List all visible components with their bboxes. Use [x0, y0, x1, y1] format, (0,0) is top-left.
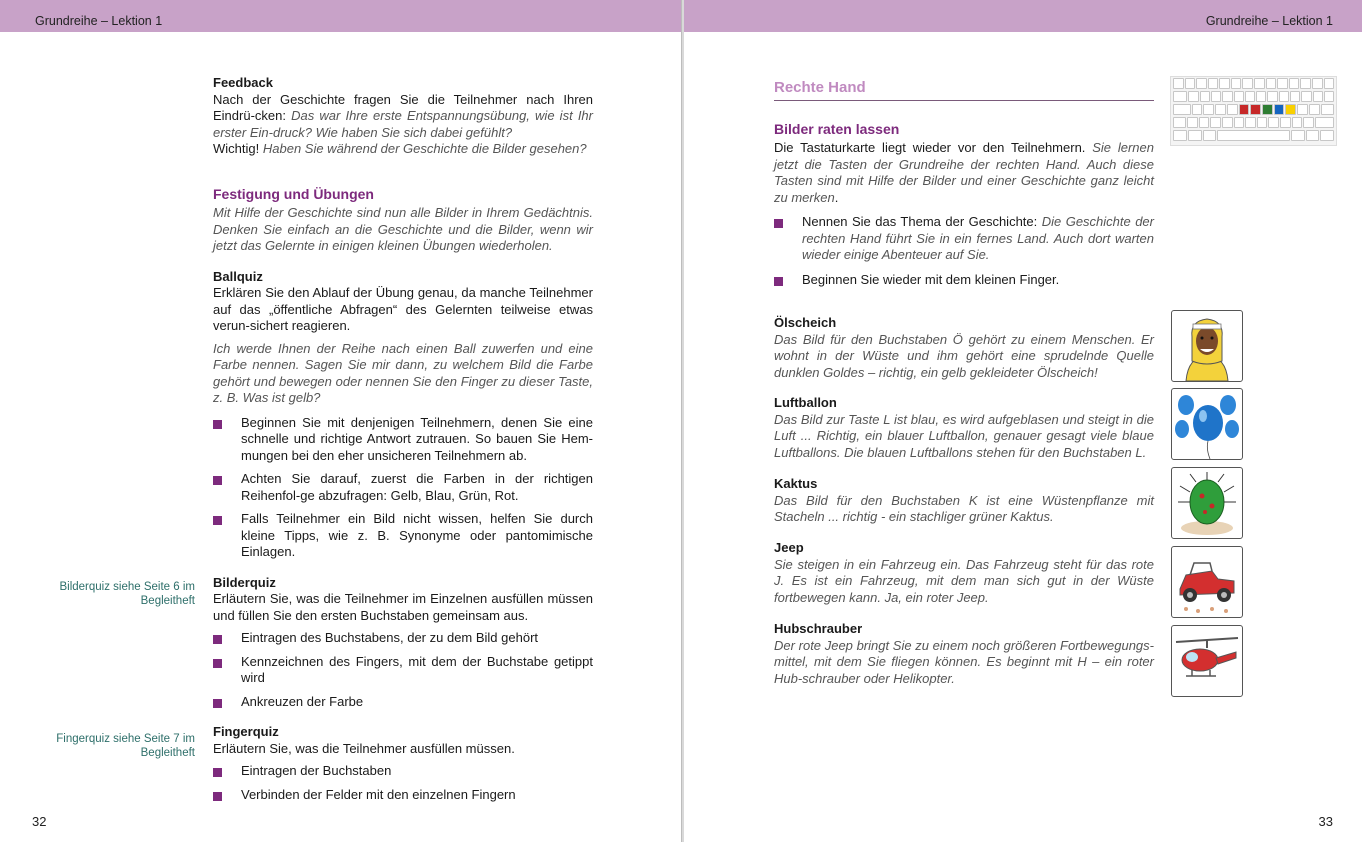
- left-content: [213, 75, 593, 803]
- picture-text: Das Bild für den Buchstaben K ist eine Wüstenpflanze mit Stacheln ... richtig - ein stachliger grüner Kaktus.: [774, 492, 1154, 524]
- list-item: Beginnen Sie wieder mit dem kleinen Finger.: [774, 272, 1154, 289]
- picture-text: Der rote Jeep bringt Sie zu einem noch größeren Fortbewegungs-mittel, mit dem Sie fliegen können. Es beginnt mit H – ein roter Hub-schrauber oder Helikopter.: [774, 637, 1154, 686]
- bilderquiz-list: [213, 630, 593, 710]
- ballquiz-list: [213, 415, 593, 561]
- ballquiz-heading: Ballquiz: [213, 268, 263, 284]
- festigung-text: Mit Hilfe der Geschichte sind nun alle Bilder in Ihrem Gedächtnis. Denken Sie einfach an die Geschichte und die Bilder, wenn wir jetzt das Gelernte in einigen kleinen Übungen wiederholen.: [213, 205, 593, 253]
- list-item: Eintragen des Buchstabens, der zu dem Bild gehört: [213, 630, 593, 647]
- picture-title: Ölscheich: [774, 315, 837, 330]
- right-page: [684, 0, 1362, 842]
- picture-entry-kaktus: [774, 476, 1154, 526]
- picture-text: Das Bild für den Buchstaben Ö gehört zu einem Menschen. Er wohnt in der Wüste und ihm gehört eine sprudelnde Quelle dunklen Goldes – richtig, ein gelb gekleideter Ölscheich!: [774, 331, 1154, 380]
- balloons-icon: [1171, 388, 1243, 460]
- intro-paragraph: [774, 140, 1154, 206]
- picture-title: Hubschrauber: [774, 621, 863, 636]
- right-content: [774, 80, 1154, 288]
- key-k-icon: [1262, 104, 1273, 115]
- bilderquiz-heading: Bilderquiz: [213, 574, 276, 590]
- list-item: Eintragen der Buchstaben: [213, 763, 593, 780]
- feedback-paragraph: [213, 92, 593, 142]
- fingerquiz-text: Erläutern Sie, was die Teilnehmer ausfüllen müssen.: [213, 740, 515, 756]
- picture-entry-jeep: [774, 540, 1154, 606]
- bilderquiz-margin-note: Bilderquiz siehe Seite 6 im Begleitheft: [59, 581, 195, 607]
- wichtig-italic: Haben Sie während der Geschichte die Bilder gesehen?: [262, 141, 587, 156]
- fingerquiz-list: [213, 763, 593, 803]
- picture-entry-luftballon: [774, 395, 1154, 461]
- feedback-heading: Feedback: [213, 75, 273, 90]
- list-item: Ankreuzen der Farbe: [213, 694, 593, 711]
- helicopter-icon: [1171, 625, 1243, 697]
- picture-title: Kaktus: [774, 476, 818, 491]
- festigung-heading: Festigung und Übungen: [213, 185, 374, 202]
- list-item: Kennzeichnen des Fingers, mit dem der Buchstabe getippt wird: [213, 654, 593, 687]
- bilderquiz-text: Erläutern Sie, was die Teilnehmer im Einzelnen ausfüllen müssen und füllen Sie den ersten Buchstaben gemeinsam aus.: [213, 591, 593, 623]
- wichtig-paragraph: [213, 141, 593, 158]
- intro-end: .: [834, 189, 839, 205]
- bullet-text: Nennen Sie das Thema der Geschichte:: [802, 214, 1038, 229]
- intro-list: [774, 214, 1154, 288]
- picture-title: Jeep: [774, 540, 804, 555]
- list-item: Verbinden der Felder mit den einzelnen Fingern: [213, 787, 593, 804]
- list-item: Beginnen Sie mit denjenigen Teilnehmern, denen Sie eine schnelle und richtige Antwort zutrauen. So bauen Sie Hem-mungen bei den eher unsicheren Teilnehmern ab.: [213, 415, 593, 465]
- feedback-italic: Das war Ihre erste Entspannungsübung, wie ist Ihr erster Ein-druck? Wie haben Sie sich dabei gefühlt?: [213, 108, 593, 140]
- intro-text: Die Tastaturkarte liegt wieder vor den Teilnehmern.: [774, 140, 1086, 155]
- key-j-icon: [1239, 104, 1250, 115]
- picture-text: Das Bild zur Taste L ist blau, es wird aufgeblasen und steigt in die Luft ... Richtig, ein blauer Luftballon, genauer gesagt viele blaue Luftballons. Die blauen Luftballons stehen für den Buchstaben L.: [774, 411, 1154, 460]
- header-title: Grundreihe – Lektion 1: [35, 14, 163, 28]
- key-l-icon: [1274, 104, 1285, 115]
- cactus-icon: [1171, 467, 1243, 539]
- subsection-title: Bilder raten lassen: [774, 120, 900, 137]
- ballquiz-text: Erklären Sie den Ablauf der Übung genau, da manche Teilnehmer auf das „öffentliche Abfragen“ des Gelernten teilweise etwas verun-sichert reagieren.: [213, 285, 593, 333]
- page-header: [0, 0, 681, 32]
- fingerquiz-margin-note: Fingerquiz siehe Seite 7 im Begleitheft: [56, 733, 195, 759]
- keyboard-map-image: [1170, 76, 1337, 146]
- fingerquiz-heading: Fingerquiz: [213, 724, 279, 739]
- page-header: [684, 0, 1362, 32]
- header-title: Grundreihe – Lektion 1: [1205, 14, 1333, 28]
- picture-title: Luftballon: [774, 395, 837, 410]
- key-h-icon: [1250, 104, 1261, 115]
- oil-sheikh-icon: [1171, 310, 1243, 382]
- list-item: [774, 214, 1154, 264]
- list-item: Falls Teilnehmer ein Bild nicht wissen, helfen Sie durch kleine Tipps, wie z. B. Synonyme oder pantomimische Einlagen.: [213, 511, 593, 561]
- page-number: 33: [1318, 814, 1333, 829]
- feedback-text: Nach der Geschichte fragen Sie die Teilnehmer nach Ihren Eindrü-cken:: [213, 91, 593, 123]
- intro-italic: Sie lernen jetzt die Tasten der Grundreihe der rechten Hand. Auch diese Tasten sind mit Hilfe der Bilder und einer Geschichte ganz leicht zu merken: [774, 140, 1154, 205]
- picture-entry-oelscheich: [774, 315, 1154, 381]
- page-number: 32: [32, 814, 47, 829]
- jeep-icon: [1171, 546, 1243, 618]
- list-item: Achten Sie darauf, zuerst die Farben in der richtigen Reihenfol-ge abzufragen: Gelb, Blau, Grün, Rot.: [213, 471, 593, 504]
- picture-entry-hubschrauber: [774, 621, 1154, 687]
- key-oe-icon: [1285, 104, 1296, 115]
- picture-text: Sie steigen in ein Fahrzeug ein. Das Fahrzeug steht für das rote J. Es ist ein Fahrzeug, mit dem man sich gut in der Wüste fortbewegen kann. Ja, ein roter Jeep.: [774, 556, 1154, 605]
- wichtig-label: Wichtig!: [213, 141, 260, 156]
- ballquiz-italic: Ich werde Ihnen der Reihe nach einen Ball zuwerfen und eine Farbe nennen. Sagen Sie mir dann, zu welchem Bild die Farbe gehört und bewegen oder nennen Sie den Finger zu dieser Taste, z. B. Was ist gelb?: [213, 340, 593, 405]
- section-title: Rechte Hand: [774, 80, 1154, 101]
- bullet-italic: Die Geschichte der rechten Hand führt Sie in ein fernes Land. Auch dort warten wieder einige Abenteuer auf Sie.: [802, 214, 1154, 262]
